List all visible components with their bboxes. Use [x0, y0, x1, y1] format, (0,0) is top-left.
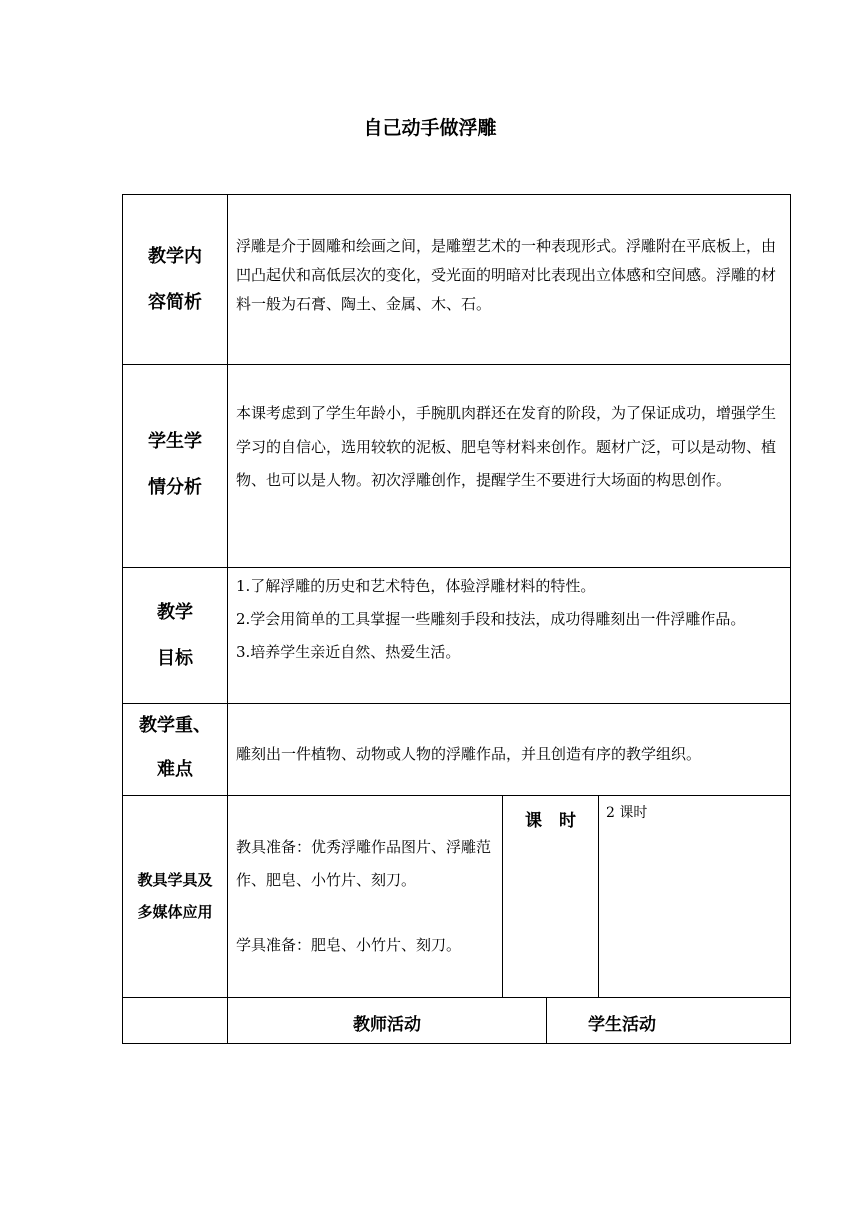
goal-item: 3.培养学生亲近自然、热爱生活。: [236, 643, 461, 661]
teacher-activity-header: 教师活动: [353, 1015, 421, 1035]
goals-label: 教学 目标: [157, 602, 193, 669]
document-title: 自己动手做浮雕: [363, 117, 497, 139]
goal-item: 1.了解浮雕的历史和艺术特色，体验浮雕材料的特性。: [236, 577, 596, 595]
period-value: 2 课时: [606, 805, 648, 821]
keypoints-text: 雕刻出一件植物、动物或人物的浮雕作品，并且创造有序的教学组织。: [236, 745, 702, 763]
period-label: 课 时: [525, 811, 576, 831]
analysis-label: 教学内 容简析: [148, 246, 202, 313]
keypoints-label: 教学重、 难点: [139, 715, 211, 780]
tools-label: 教具学具及 多媒体应用: [137, 871, 213, 921]
student-tools-text: 学具准备：肥皂、小竹片、刻刀。: [236, 936, 462, 954]
goals-list: [236, 570, 784, 669]
goal-item: 2.学会用简单的工具掌握一些雕刻手段和技法，成功得雕刻出一件浮雕作品。: [236, 610, 746, 628]
analysis-text: 浮雕是介于圆雕和绘画之间，是雕塑艺术的一种表现形式。浮雕附在平底板上，由凹凸起伏和高低层次的变化，受光面的明暗对比表现出立体感和空间感。浮雕的材料一般为石膏、陶土、金属、木、石。: [236, 237, 777, 313]
student-activity-header: 学生活动: [588, 1015, 656, 1035]
teacher-tools-text: 教具准备：优秀浮雕作品图片、浮雕范作、肥皂、小竹片、刻刀。: [236, 838, 492, 889]
students-label: 学生学 情分析: [148, 431, 202, 498]
students-text: 本课考虑到了学生年龄小，手腕肌肉群还在发育的阶段，为了保证成功，增强学生学习的自信心，选用较软的泥板、肥皂等材料来创作。题材广泛，可以是动物、植物、也可以是人物。初次浮雕创作，提醒学生不要进行大场面的构思创作。: [236, 404, 777, 489]
